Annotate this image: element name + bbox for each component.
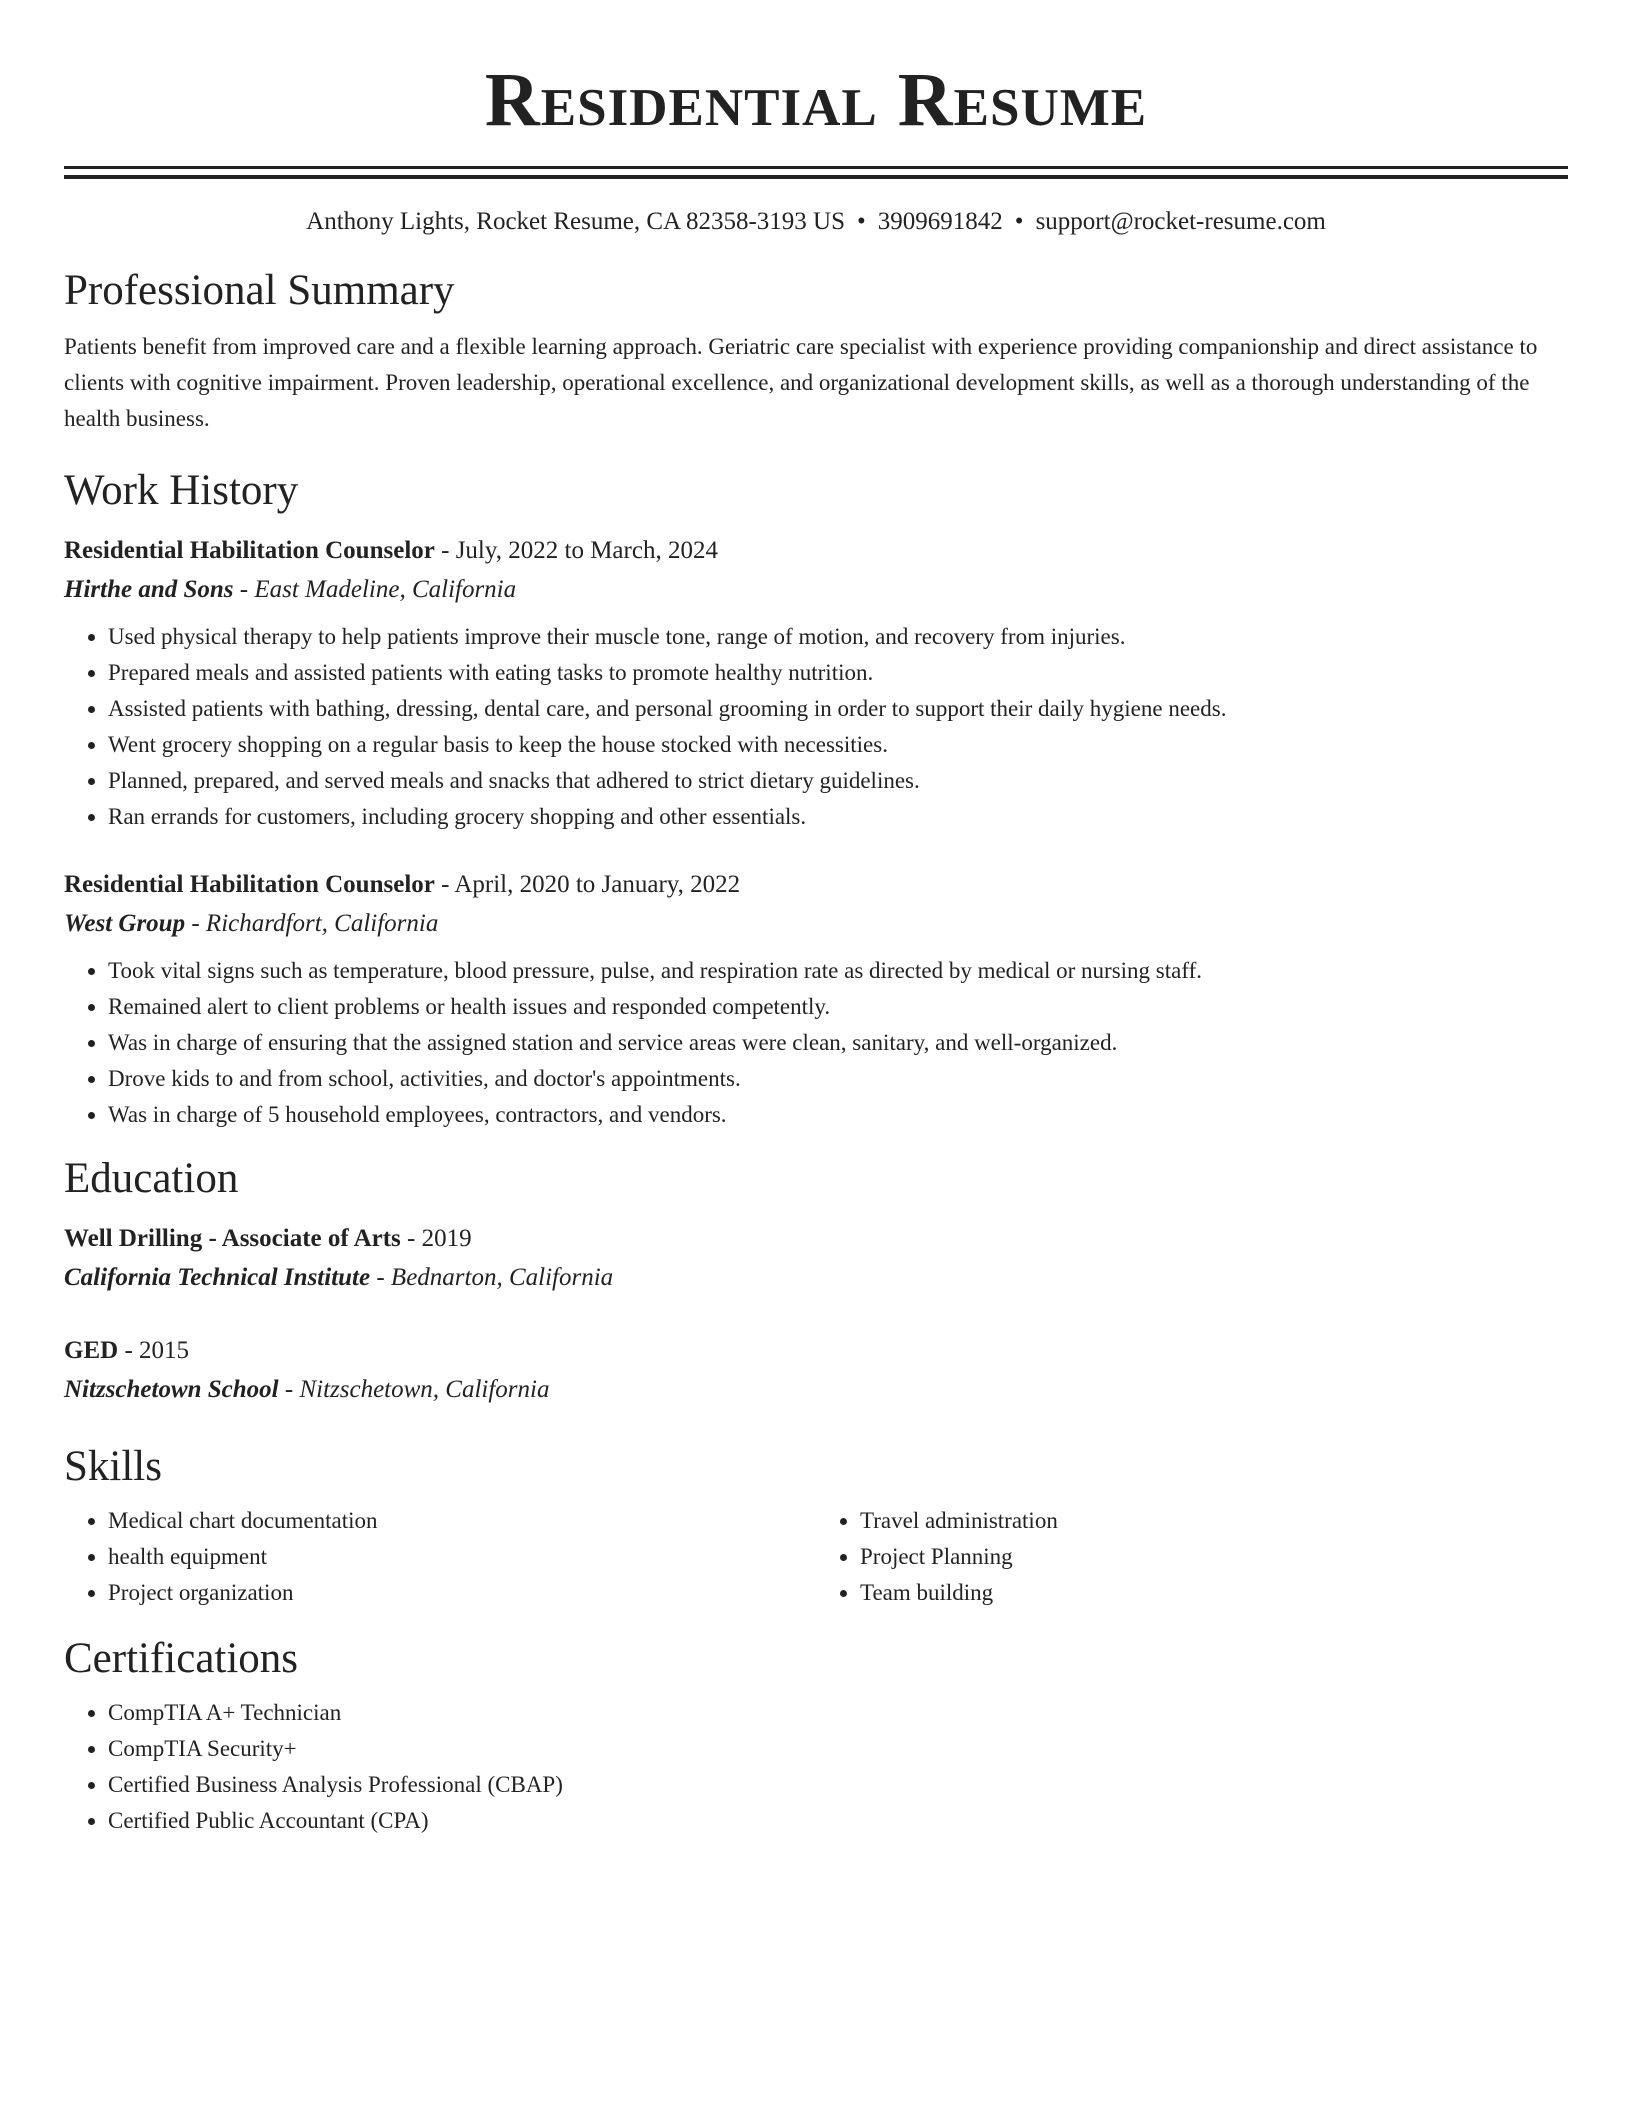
job-duties-list (64, 619, 1568, 835)
school-name: California Technical Institute (64, 1264, 371, 1291)
skill-item: • Project organization (108, 1575, 816, 1611)
job-title-line (64, 531, 1568, 570)
contact-separator: • (857, 208, 866, 235)
job-duty: • Ran errands for customers, including grocery shopping and other essentials. (108, 799, 1568, 835)
skills-list-right (816, 1503, 1568, 1611)
employer-line (64, 570, 1568, 609)
certifications-heading: Certifications (64, 1635, 299, 1682)
certifications-list (64, 1695, 1568, 1839)
degree-year: - 2019 (400, 1225, 472, 1252)
education-entry (64, 1219, 1568, 1297)
job-duty: • Drove kids to and from school, activities, and doctor's appointments. (108, 1061, 1568, 1097)
summary-heading: Professional Summary (64, 267, 455, 314)
skill-item: • Travel administration (860, 1503, 1568, 1539)
certification-item: • CompTIA Security+ (108, 1731, 1568, 1767)
job-entry (64, 531, 1568, 835)
job-duty: • Used physical therapy to help patients improve their muscle tone, range of motion, and recovery from injuries. (108, 619, 1568, 655)
school-location: - Bednarton, California (370, 1264, 614, 1291)
employer-name: West Group (64, 910, 186, 937)
job-dates: - April, 2020 to January, 2022 (434, 871, 741, 898)
title-rule-bottom (64, 175, 1568, 179)
school-location: - Nitzschetown, California (278, 1376, 550, 1403)
skill-item: • health equipment (108, 1539, 816, 1575)
degree-name: GED (64, 1337, 119, 1364)
job-duty: • Planned, prepared, and served meals and snacks that adhered to strict dietary guidelines. (108, 763, 1568, 799)
job-entry (64, 865, 1568, 1133)
school-line (64, 1370, 1568, 1409)
degree-year: - 2015 (118, 1337, 190, 1364)
skill-item: • Project Planning (860, 1539, 1568, 1575)
school-name: Nitzschetown School (64, 1376, 279, 1403)
employer-name: Hirthe and Sons (64, 576, 234, 603)
summary-text: Patients benefit from improved care and a flexible learning approach. Geriatric care specialist with experience providing companionship and direct assistance to clients with cognitive impairment. Proven leadership, operational excellence, and organizational development skills, as well as a thorough understanding of the health business. (64, 334, 1538, 431)
job-duty: • Went grocery shopping on a regular basis to keep the house stocked with necessities. (108, 727, 1568, 763)
job-title-line (64, 865, 1568, 904)
degree-name: Well Drilling - Associate of Arts (64, 1225, 401, 1252)
job-duties-list (64, 953, 1568, 1133)
contact-email[interactable]: support@rocket-resume.com (1035, 208, 1326, 235)
contact-separator: • (1014, 208, 1024, 235)
job-duty: • Assisted patients with bathing, dressing, dental care, and personal grooming in order to support their daily hygiene needs. (108, 691, 1568, 727)
job-duty: • Was in charge of 5 household employees, contractors, and vendors. (108, 1097, 1568, 1133)
certification-item: • Certified Business Analysis Professional (CBAP) (108, 1767, 1568, 1803)
work-history-heading: Work History (64, 467, 299, 514)
degree-line (64, 1331, 1568, 1370)
skills-grid (64, 1503, 1568, 1611)
school-line (64, 1258, 1568, 1297)
resume-title: Residential Resume (484, 58, 1148, 142)
title-rule-top (64, 166, 1568, 169)
contact-phone: 3909691842 (877, 208, 1003, 235)
employer-line (64, 904, 1568, 943)
skill-item: • Team building (860, 1575, 1568, 1611)
contact-line (64, 205, 1568, 239)
education-entry (64, 1331, 1568, 1409)
job-duty: • Took vital signs such as temperature, blood pressure, pulse, and respiration rate as directed by medical or nursing staff. (108, 953, 1568, 989)
job-duty: • Remained alert to client problems or health issues and responded competently. (108, 989, 1568, 1025)
skills-list-left (64, 1503, 816, 1611)
job-duty: • Prepared meals and assisted patients with eating tasks to promote healthy nutrition. (108, 655, 1568, 691)
degree-line (64, 1219, 1568, 1258)
skills-heading: Skills (64, 1443, 162, 1490)
contact-address: Anthony Lights, Rocket Resume, CA 82358-3193 US (306, 208, 846, 235)
employer-location: - Richardfort, California (185, 910, 439, 937)
certification-item: • CompTIA A+ Technician (108, 1695, 1568, 1731)
job-title: Residential Habilitation Counselor (64, 871, 435, 898)
skill-item: • Medical chart documentation (108, 1503, 816, 1539)
job-dates: - July, 2022 to March, 2024 (434, 537, 718, 564)
employer-location: - East Madeline, California (233, 576, 517, 603)
job-title: Residential Habilitation Counselor (64, 537, 435, 564)
certification-item: • Certified Public Accountant (CPA) (108, 1803, 1568, 1839)
education-heading: Education (64, 1155, 239, 1202)
job-duty: • Was in charge of ensuring that the assigned station and service areas were clean, sanitary, and well-organized. (108, 1025, 1568, 1061)
